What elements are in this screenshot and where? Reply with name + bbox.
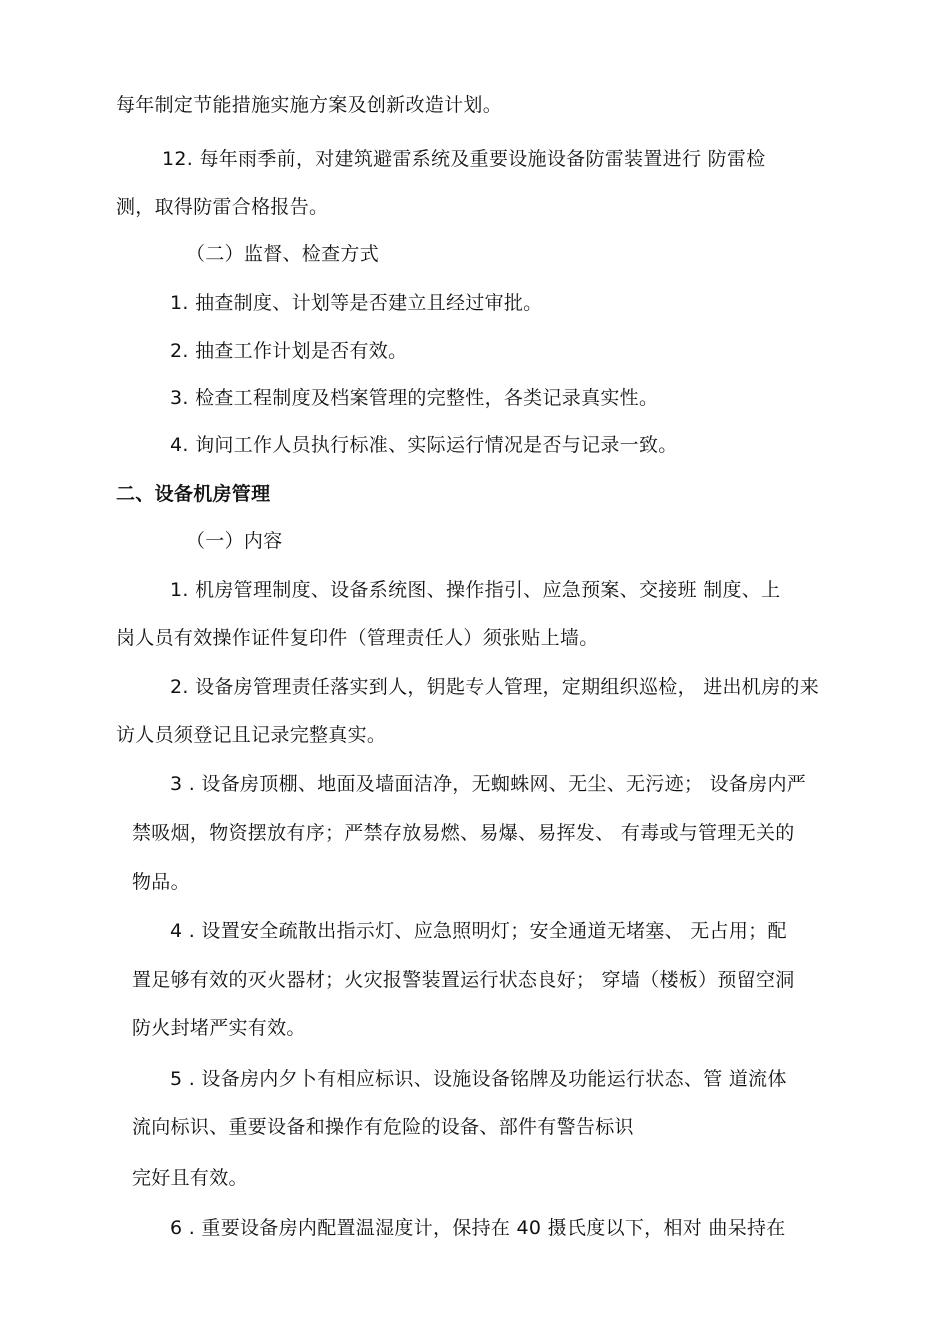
text-line-15: 3 . 设备房顶棚、地面及墙面洁净，无蜘蛛网、无尘、无污迹； 设备房内严 [170,773,807,795]
text-line-12: 岗人员有效操作证件复印件（管理责任人）须张贴上墙。 [116,627,599,649]
section-heading-equipment-room: 二、设备机房管理 [116,483,271,505]
text-line-3: 测，取得防雷合格报告。 [116,196,329,218]
subheading-supervision: （二）监督、检查方式 [186,243,380,265]
text-line-18: 4 . 设置安全疏散出指示灯、应急照明灯；安全通道无堵塞、 无占用；配 [170,920,787,942]
text-line-19: 置足够有效的灭火器材；火灾报警装置运行状态良好； 穿墙（楼板）预留空洞 [132,969,795,991]
text-line-17: 物品。 [132,871,190,893]
text-line-5: 1. 抽查制度、计划等是否建立且经过审批。 [170,292,543,314]
text-line-1: 每年制定节能措施实施方案及创新改造计划。 [116,94,503,116]
text-line-2: 12. 每年雨季前，对建筑避雷系统及重要设施设备防雷装置进行 防雷检 [162,148,766,170]
text-line-14: 访人员须登记且记录完整真实。 [116,724,387,746]
subheading-content: （一）内容 [186,530,283,552]
text-line-13: 2. 设备房管理责任落实到人，钥匙专人管理，定期组织巡检， 进出机房的来 [170,676,820,698]
text-line-23: 完好且有效。 [132,1167,248,1189]
text-line-20: 防火封堵严实有效。 [132,1017,306,1039]
text-line-11: 1. 机房管理制度、设备系统图、操作指引、应急预案、交接班 制度、上 [170,579,781,601]
text-line-16: 禁吸烟，物资摆放有序；严禁存放易燃、易爆、易挥发、 有毒或与管理无关的 [132,822,795,844]
text-line-6: 2. 抽查工作计划是否有效。 [170,340,408,362]
text-line-22: 流向标识、重要设备和操作有危险的设备、部件有警告标识 [132,1116,634,1138]
text-line-24: 6 . 重要设备房内配置温湿度计，保持在 40 摄氏度以下，相对 曲呆持在 [170,1217,786,1239]
text-line-8: 4. 询问工作人员执行标准、实际运行情况是否与记录一致。 [170,434,678,456]
text-line-21: 5 . 设备房内夕卜有相应标识、设施设备铭牌及功能运行状态、管 道流体 [170,1068,787,1090]
text-line-7: 3. 检查工程制度及档案管理的完整性，各类记录真实性。 [170,387,659,409]
